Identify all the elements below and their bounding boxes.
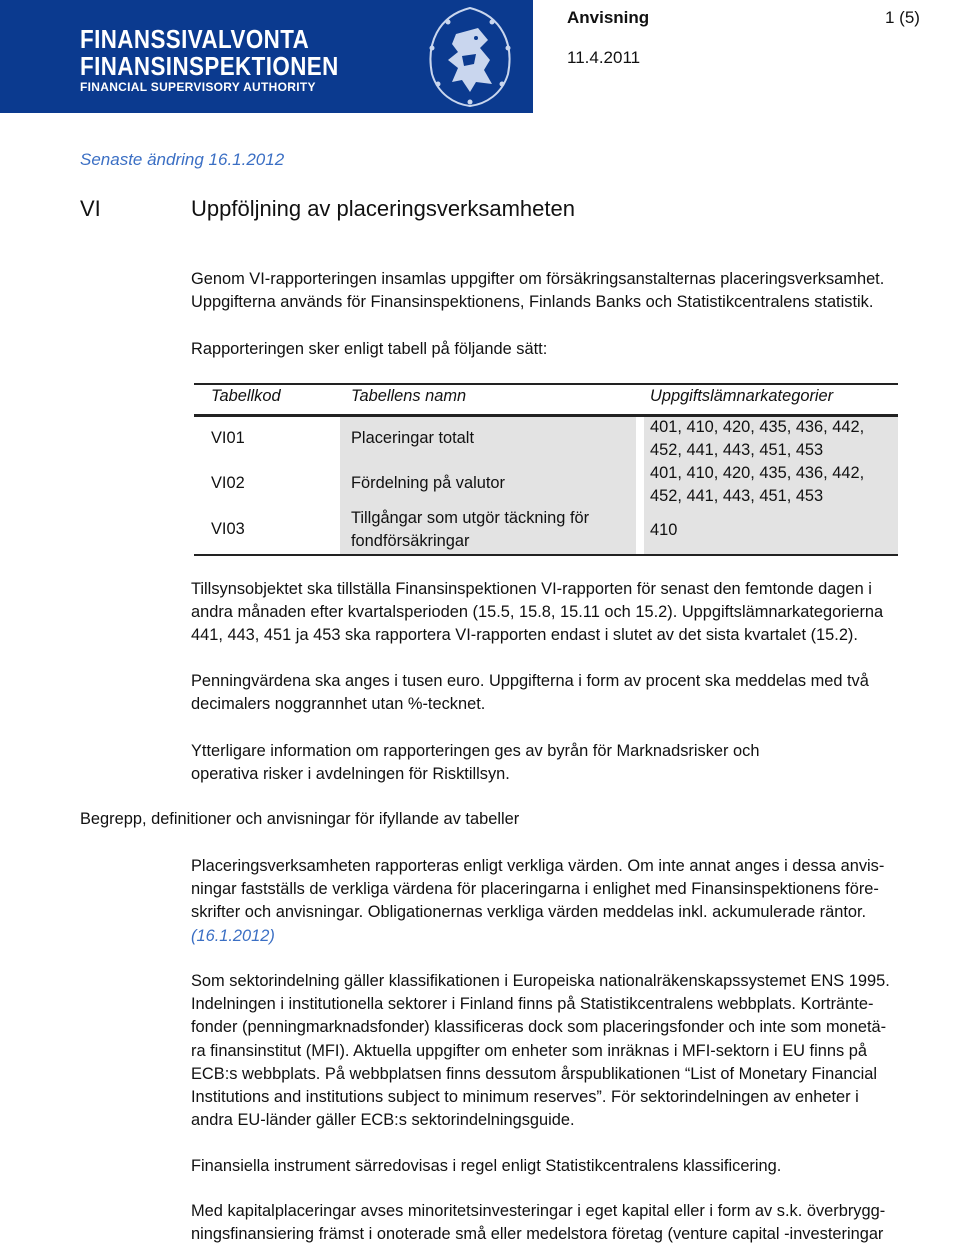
last-changed-note: Senaste ändring 16.1.2012 — [80, 150, 285, 169]
text-line: ningar fastställs de verkliga värdena för placeringarna i enlighet med Finansinspektionens före- — [191, 880, 879, 899]
text-line: skrifter och anvisningar. Obligationernas verkliga värden meddelas inkl. ackumulerade räntor. — [191, 903, 867, 922]
capital-paragraph — [191, 1200, 931, 1246]
text-line: Genom VI-rapporteringen insamlas uppgifter om försäkringsanstalternas placeringsverksamhet. — [191, 270, 885, 288]
text-line: andra månaden efter kvartalsperioden (15.5, 15.8, 15.11 och 15.2). Uppgiftslämnarkategorierna — [191, 603, 884, 622]
logo-line-swedish: FINANSINSPEKTIONEN — [80, 51, 339, 81]
more-info-paragraph — [191, 740, 931, 786]
page-number: 1 (5) — [885, 8, 920, 27]
lion-emblem-icon — [418, 4, 522, 110]
table-cell-name: Placeringar totalt — [351, 429, 474, 447]
text-line: Tillgångar som utgör täckning för — [351, 509, 590, 527]
text-line: Ytterligare information om rapporteringen ges av byrån för Marknadsrisker och — [191, 742, 760, 760]
logo-line-english: FINANCIAL SUPERVISORY AUTHORITY — [80, 80, 316, 94]
text-line: 441, 443, 451 ja 453 ska rapportera VI-rapporten endast i slutet av det sista kvartalet (15.2). — [191, 626, 858, 645]
text-line: Penningvärdena ska anges i tusen euro. Uppgifterna i form av procent ska meddelas med två — [191, 672, 869, 690]
text-line: Tillsynsobjektet ska tillställa Finansinspektionen VI-rapporten för senast den femtonde dagen i — [191, 580, 872, 598]
table-cell-code: VI02 — [211, 474, 245, 492]
text-line: Uppgifterna används för Finansinspektionens, Finlands Banks och Statistikcentralens statistik. — [191, 293, 874, 312]
table-cell-categories — [650, 462, 864, 507]
table-header-code: Tabellkod — [211, 387, 281, 405]
text-line: Indelningen i institutionella sektorer i Finland finns på Statistikcentralens webbplats. Kortränte- — [191, 995, 874, 1014]
text-line: ECB:s webbplats. På webbplatsen finns dessutom årspublikationen “List of Monetary Financial — [191, 1064, 878, 1083]
text-line: 401, 410, 420, 435, 436, 442, — [650, 464, 865, 482]
monetary-values-paragraph — [191, 670, 931, 716]
logo-line-finnish: FINANSSIVALVONTA — [80, 24, 310, 54]
table-cell-code: VI03 — [211, 520, 245, 538]
text-line: Finansiella instrument särredovisas i regel enligt Statistikcentralens klassificering. — [191, 1157, 782, 1175]
document-type: Anvisning — [567, 8, 650, 27]
table-intro: Rapporteringen sker enligt tabell på följande sätt: — [191, 340, 548, 358]
fair-value-paragraph — [191, 855, 931, 948]
section-number: VI — [80, 196, 101, 221]
table-cell-categories — [650, 416, 864, 461]
table-rule-bottom — [194, 554, 898, 556]
table-header-name: Tabellens namn — [351, 387, 467, 405]
text-line: decimalers noggrannhet utan %-tecknet. — [191, 695, 486, 714]
text-line: 452, 441, 443, 451, 453 — [650, 440, 824, 459]
text-line: andra EU-länder gäller ECB:s sektorindelningsguide. — [191, 1111, 575, 1130]
text-line: Med kapitalplaceringar avses minoritetsinvesteringar i eget kapital eller i form av s.k. överbrygg- — [191, 1202, 886, 1220]
text-line: 401, 410, 420, 435, 436, 442, — [650, 418, 865, 436]
document-date: 11.4.2011 — [567, 48, 641, 67]
deadline-paragraph — [191, 578, 931, 648]
reporting-table — [194, 383, 898, 556]
text-line: ra finansinstitut (MFI). Aktuella uppgifter om enheter som inräknas i MFI-sektorn i EU finns på — [191, 1041, 867, 1060]
instruments-paragraph — [191, 1155, 931, 1178]
text-line: Institutions and institutions subject to minimum reserves”. För sektorindelningen av enheter i — [191, 1088, 859, 1107]
table-cell-code: VI01 — [211, 429, 245, 447]
logo — [0, 0, 533, 113]
text-line: Placeringsverksamheten rapporteras enligt verkliga värden. Om inte annat anges i dessa anvis- — [191, 857, 885, 875]
text-line: operativa risker i avdelningen för Risktillsyn. — [191, 765, 510, 784]
sector-paragraph — [191, 970, 931, 1132]
table-header-categories: Uppgiftslämnarkategorier — [650, 387, 834, 405]
text-line: ningsfinansiering främst i onoterade små eller medelstora företag (venture capital -investeringar — [191, 1225, 884, 1244]
table-cell-categories: 410 — [650, 521, 678, 539]
change-date-note: (16.1.2012) — [191, 926, 275, 945]
text-line: fonder (penningmarknadsfonder) klassificeras dock som placeringsfonder och inte som monetä- — [191, 1018, 887, 1037]
intro-paragraph — [191, 268, 931, 314]
table-rule-top — [194, 383, 898, 385]
text-line: Som sektorindelning gäller klassifikationen i Europeiska nationalräkenskapssystemet ENS 1995. — [191, 972, 890, 990]
text-line: 452, 441, 443, 451, 453 — [650, 486, 824, 505]
table-cell-name: Fördelning på valutor — [351, 474, 505, 492]
definitions-heading: Begrepp, definitioner och anvisningar för ifyllande av tabeller — [80, 810, 520, 828]
table-cell-name — [351, 507, 589, 552]
section-title: Uppföljning av placeringsverksamheten — [191, 196, 575, 221]
text-line: fondförsäkringar — [351, 531, 470, 550]
